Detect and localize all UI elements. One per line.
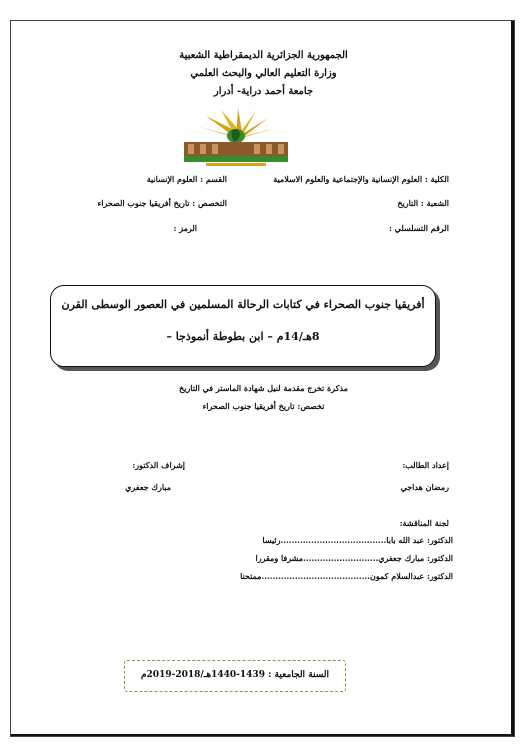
thesis-title-box [50,285,436,367]
faculty-field: الكلية : العلوم الإنسانية والإجتماعية والعلوم الاسلامية [273,174,449,184]
member-name: الدكتور: مبارك جعفري [378,553,453,563]
academic-year-box [124,660,346,692]
member-name: الدكتور: عبدالسلام كمون [370,571,453,581]
university-logo [176,108,296,170]
building-silhouette [184,142,288,156]
department-field: القسم : العلوم الإنسانية [146,174,227,184]
code-field: الرمز : [173,223,197,233]
supervisor-label: إشراف الدكتور: [132,460,185,470]
degree-specialty: تخصص: تاريخ أفريقيا جنوب الصحراء [202,401,325,411]
committee-label: لجنة المناقشة: [399,518,449,528]
ministry-name: وزارة التعليم العالي والبحث العلمي [190,68,337,79]
student-label: إعداد الطالب: [402,460,449,470]
member-role: ممتحنا [240,571,262,581]
committee-member-3 [240,571,453,581]
student-name: رمضان هداجي [400,482,449,492]
logo-band [184,156,288,162]
university-name: جامعة أحمد دراية- أدرار [213,86,314,97]
committee-member-1 [262,535,453,545]
member-role: مشرفا ومقررا [255,553,304,563]
serial-number-field: الرقم التسلسلي : [388,223,449,233]
frame-bottom-border [11,734,514,736]
republic-name: الجمهورية الجزائرية الديمقراطية الشعبية [179,50,348,61]
frame-right-border [511,21,514,736]
dotted-leader: ........................... [303,553,379,563]
member-role: رئيسا [262,535,281,545]
specialty-field: التخصص : تاريخ أفريقيا جنوب الصحراء [97,198,227,208]
committee-member-2 [255,553,453,563]
degree-statement: مذكرة تخرج مقدمة لنيل شهادة الماستر في التاريخ [179,383,348,393]
dotted-leader: ....................................... [261,571,371,581]
member-name: الدكتور: عبد الله بابا [386,535,453,545]
academic-year: السنة الجامعية : 1439-1440هـ/2018-2019م [140,670,330,680]
supervisor-name: مبارك جعفري [125,482,171,492]
branch-field: الشعبة : التاريخ [397,198,449,208]
dotted-leader: ...................................... [280,535,387,545]
thesis-title-line1: أفريقيا جنوب الصحراء في كتابات الرحالة المسلمين في العصور الوسطى القرن [61,298,425,311]
thesis-title-line2: 8هـ/14م – ابن بطوطة أنموذجا – [166,330,320,343]
